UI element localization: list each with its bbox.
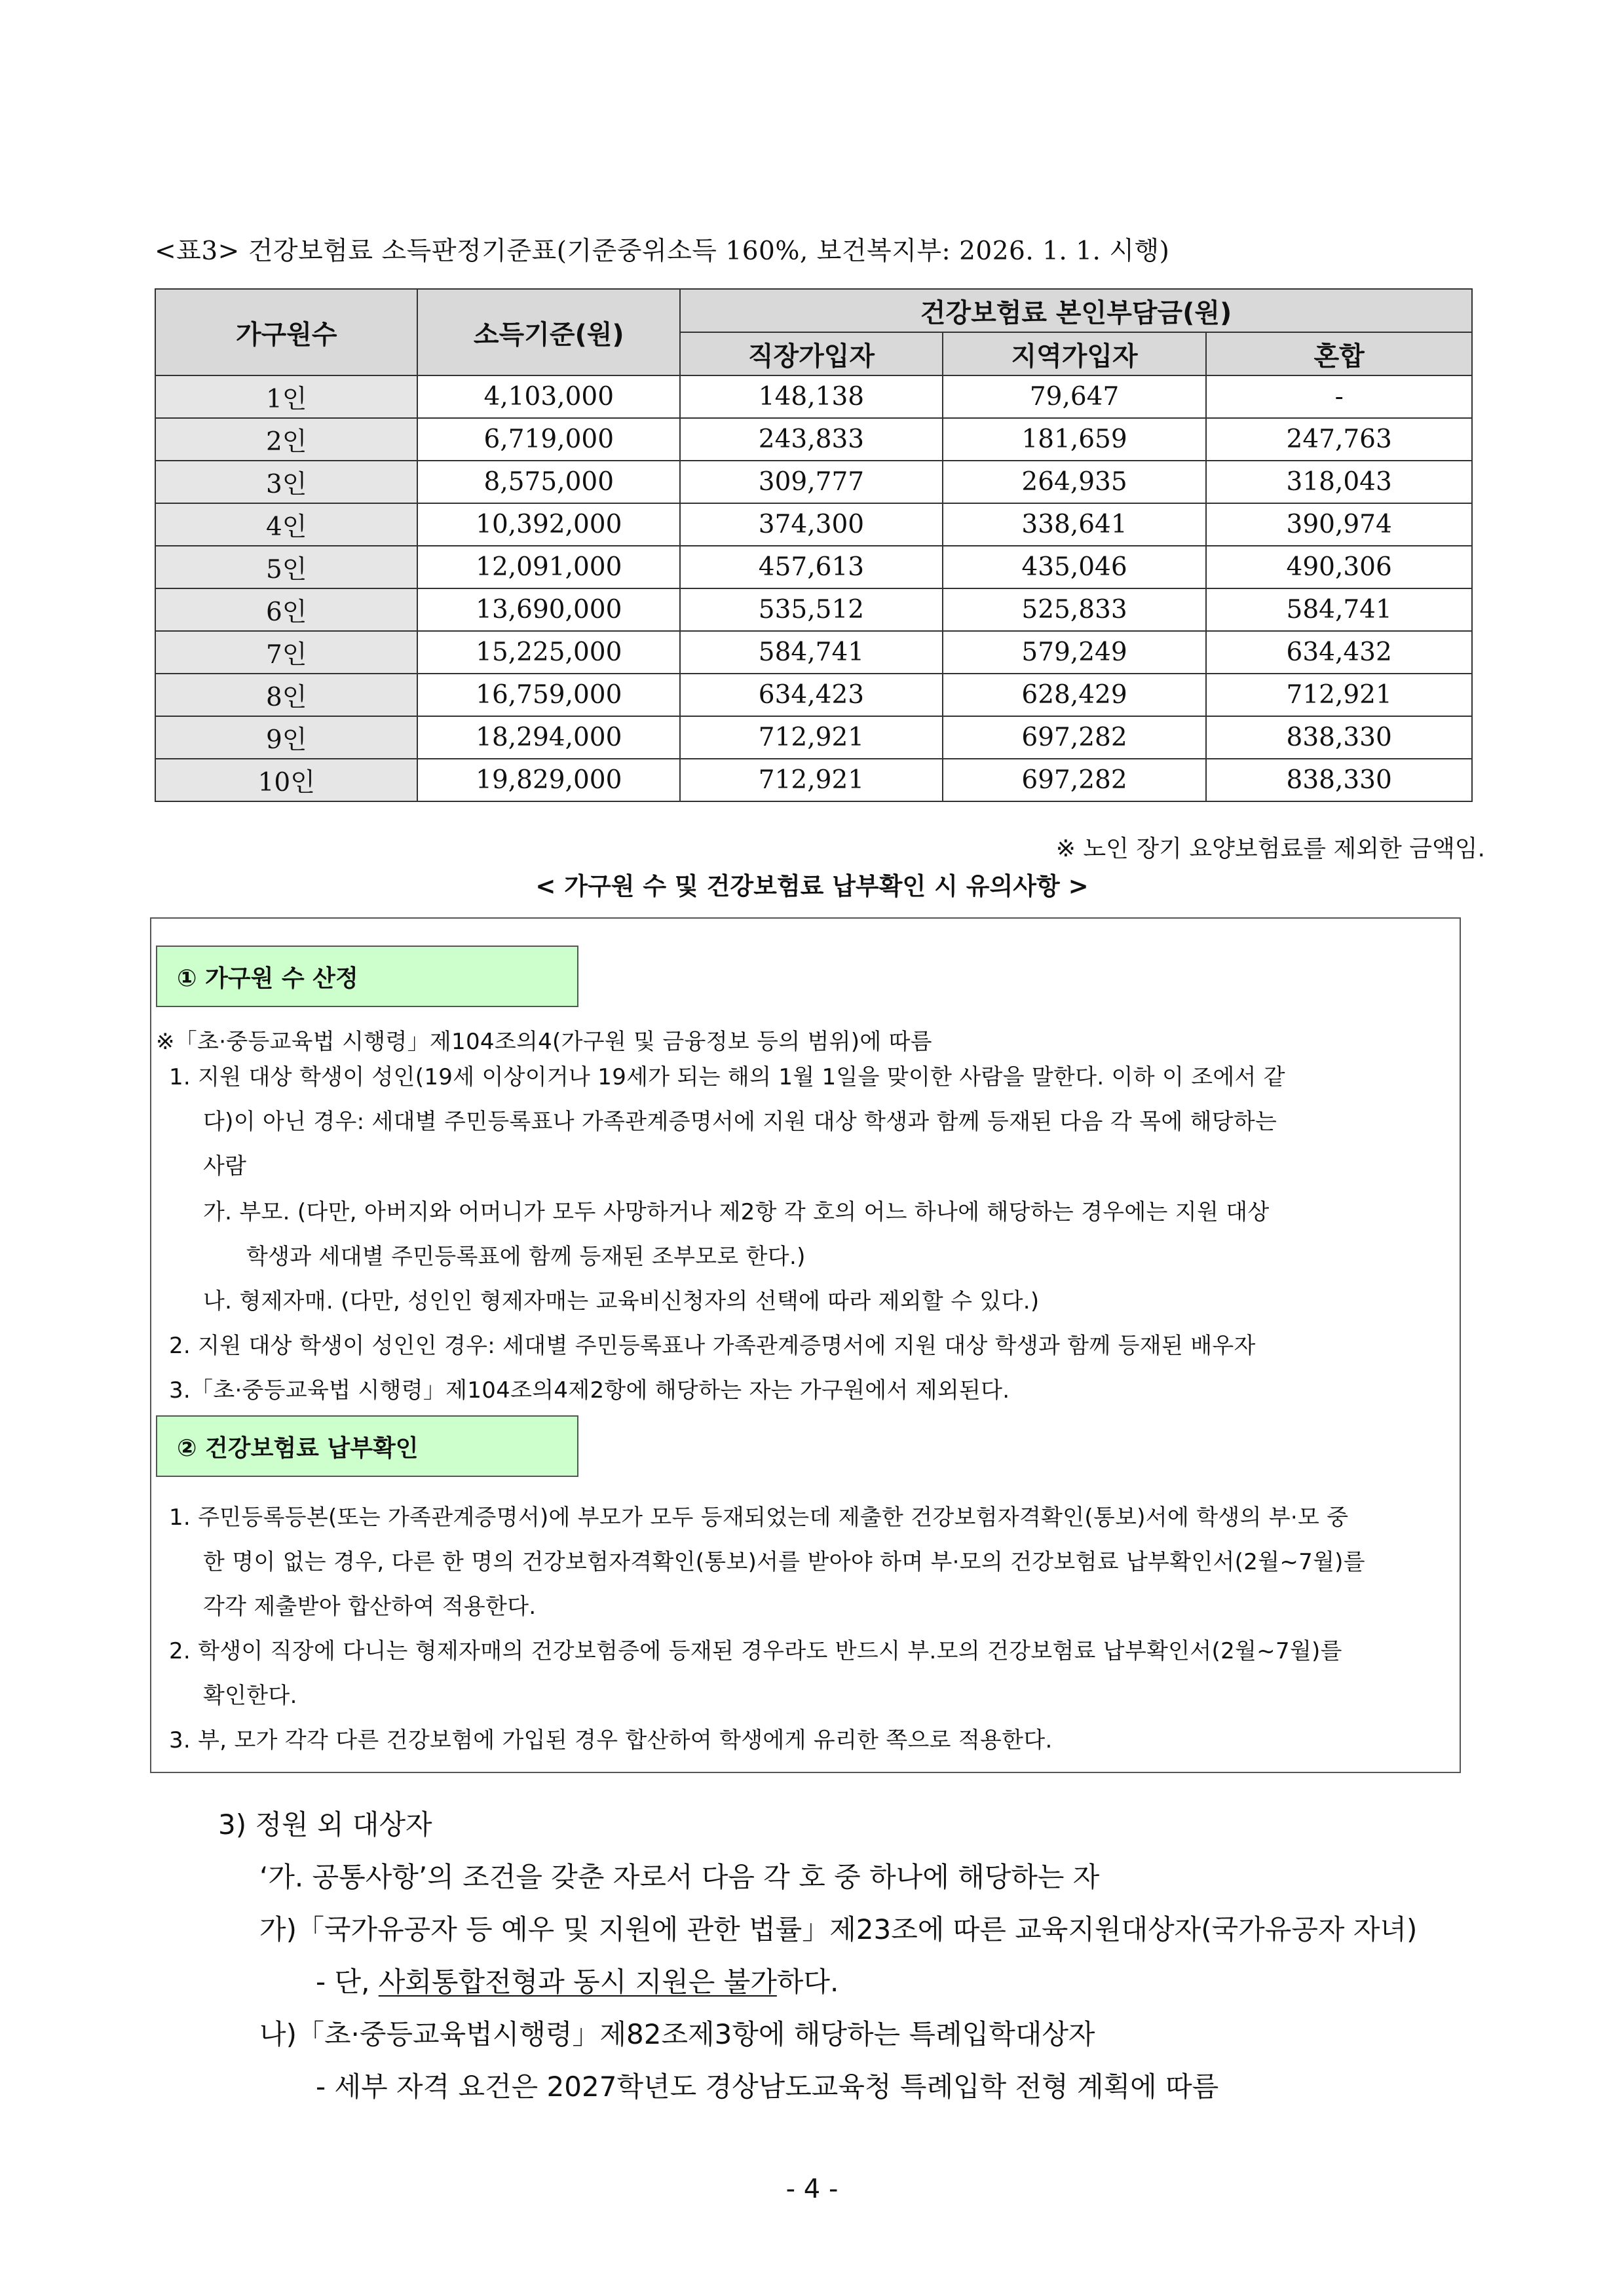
notice-title: < 가구원 수 및 건강보험료 납부확인 시 유의사항 >	[535, 872, 1089, 900]
box2-line: 각각 제출받아 합산하여 적용한다.	[203, 1594, 537, 1620]
box2-line: 3. 부, 모가 각각 다른 건강보험에 가입된 경우 합산하여 학생에게 유리한 쪽으로 적용한다.	[169, 1727, 1053, 1753]
sub-underlined: 사회통합전형과 동시 지원은 불가	[378, 1966, 777, 1998]
cell-mixed: 712,921	[1206, 674, 1472, 716]
box1-line: 다)이 아닌 경우: 세대별 주민등록표나 가족관계증명서에 지원 대상 학생과 함께 등재된 다음 각 목에 해당하는	[203, 1109, 1277, 1135]
box2-line: 2. 학생이 직장에 다니는 형제자매의 건강보험증에 등재된 경우라도 반드시 부.모의 건강보험료 납부확인서(2월~7월)를	[169, 1638, 1342, 1664]
cell-regional: 264,935	[943, 461, 1207, 503]
cell-employee: 712,921	[680, 716, 943, 759]
box1-line: 1. 지원 대상 학생이 성인(19세 이상이거나 19세가 되는 해의 1월 1일을 맞이한 사람을 말한다. 이하 이 조에서 같	[169, 1064, 1285, 1090]
table-row	[155, 375, 1472, 418]
cell-income: 19,829,000	[417, 759, 680, 801]
header-premium-group: 건강보험료 본인부담금(원)	[680, 289, 1472, 332]
table-row	[155, 759, 1472, 801]
box1-line: 학생과 세대별 주민등록표에 함께 등재된 조부모로 한다.)	[246, 1244, 806, 1270]
box1-line: ※「초·중등교육법 시행령」제104조의4(가구원 및 금융정보 등의 범위)에 따름	[156, 1029, 932, 1055]
cell-household: 9인	[155, 716, 417, 759]
cell-household: 5인	[155, 546, 417, 588]
sub-prefix: - 단,	[316, 1966, 379, 1998]
cell-mixed: 318,043	[1206, 461, 1472, 503]
header-mixed: 혼합	[1206, 332, 1472, 375]
header-regional: 지역가입자	[943, 332, 1207, 375]
table-caption: <표3> 건강보험료 소득판정기준표(기준중위소득 160%, 보건복지부: 2026. 1. 1. 시행)	[155, 237, 1170, 266]
header-household: 가구원수	[155, 289, 417, 375]
cell-household: 1인	[155, 375, 417, 418]
cell-household: 8인	[155, 674, 417, 716]
section3-item-b-sub: - 세부 자격 요건은 2027학년도 경상남도교육청 특례입학 전형 계획에 따름	[316, 2071, 1219, 2103]
cell-regional: 338,641	[943, 503, 1207, 546]
section3-intro: ‘가. 공통사항’의 조건을 갖춘 자로서 다음 각 호 중 하나에 해당하는 자	[259, 1861, 1100, 1893]
cell-income: 10,392,000	[417, 503, 680, 546]
cell-regional: 697,282	[943, 759, 1207, 801]
cell-household: 7인	[155, 631, 417, 674]
sub-suffix: 하다.	[776, 1966, 839, 1998]
cell-mixed: 838,330	[1206, 716, 1472, 759]
cell-income: 18,294,000	[417, 716, 680, 759]
box1-line: 나. 형제자매. (다만, 성인인 형제자매는 교육비신청자의 선택에 따라 제외할 수 있다.)	[203, 1288, 1040, 1314]
cell-employee: 457,613	[680, 546, 943, 588]
section3-item-b: 나)「초·중등교육법시행령」제82조제3항에 해당하는 특례입학대상자	[259, 2018, 1095, 2050]
table-row	[155, 716, 1472, 759]
cell-regional: 79,647	[943, 375, 1207, 418]
cell-regional: 579,249	[943, 631, 1207, 674]
cell-income: 12,091,000	[417, 546, 680, 588]
cell-employee: 243,833	[680, 418, 943, 461]
cell-employee: 535,512	[680, 588, 943, 631]
cell-household: 6인	[155, 588, 417, 631]
cell-regional: 181,659	[943, 418, 1207, 461]
box2-line: 확인한다.	[203, 1683, 297, 1709]
cell-regional: 697,282	[943, 716, 1207, 759]
table-row	[155, 546, 1472, 588]
table-row	[155, 461, 1472, 503]
cell-income: 15,225,000	[417, 631, 680, 674]
cell-mixed: 634,432	[1206, 631, 1472, 674]
cell-income: 16,759,000	[417, 674, 680, 716]
cell-household: 4인	[155, 503, 417, 546]
cell-employee: 148,138	[680, 375, 943, 418]
cell-mixed: 390,974	[1206, 503, 1472, 546]
cell-income: 8,575,000	[417, 461, 680, 503]
cell-mixed: 490,306	[1206, 546, 1472, 588]
cell-mixed: 584,741	[1206, 588, 1472, 631]
cell-employee: 309,777	[680, 461, 943, 503]
table-note: ※ 노인 장기 요양보험료를 제외한 금액임.	[1055, 835, 1485, 862]
section3-item-a: 가)「국가유공자 등 예우 및 지원에 관한 법률」제23조에 따른 교육지원대상자(국가유공자 자녀)	[259, 1913, 1418, 1945]
box2-header: ② 건강보험료 납부확인	[156, 1415, 578, 1477]
cell-income: 4,103,000	[417, 375, 680, 418]
cell-household: 2인	[155, 418, 417, 461]
box1-line: 가. 부모. (다만, 아버지와 어머니가 모두 사망하거나 제2항 각 호의 어느 하나에 해당하는 경우에는 지원 대상	[203, 1199, 1270, 1225]
box1-line: 사람	[203, 1153, 247, 1179]
cell-employee: 584,741	[680, 631, 943, 674]
cell-mixed: 838,330	[1206, 759, 1472, 801]
cell-employee: 712,921	[680, 759, 943, 801]
cell-mixed: -	[1206, 375, 1472, 418]
section3-item-a-sub	[316, 1961, 839, 2000]
cell-regional: 628,429	[943, 674, 1207, 716]
section3-title: 3) 정원 외 대상자	[218, 1808, 432, 1841]
table-row	[155, 588, 1472, 631]
cell-income: 6,719,000	[417, 418, 680, 461]
cell-household: 3인	[155, 461, 417, 503]
box1-line: 3.「초·중등교육법 시행령」제104조의4제2항에 해당하는 자는 가구원에서 제외된다.	[169, 1377, 1010, 1404]
box2-line: 1. 주민등록등본(또는 가족관계증명서)에 부모가 모두 등재되었는데 제출한 건강보험자격확인(통보)서에 학생의 부·모 중	[169, 1504, 1349, 1531]
cell-employee: 374,300	[680, 503, 943, 546]
table-row	[155, 503, 1472, 546]
header-employee: 직장가입자	[680, 332, 943, 375]
table-row	[155, 631, 1472, 674]
cell-household: 10인	[155, 759, 417, 801]
table-row	[155, 418, 1472, 461]
box2-line: 한 명이 없는 경우, 다른 한 명의 건강보험자격확인(통보)서를 받아야 하며 부·모의 건강보험료 납부확인서(2월~7월)를	[203, 1549, 1365, 1575]
cell-regional: 525,833	[943, 588, 1207, 631]
cell-income: 13,690,000	[417, 588, 680, 631]
page-number: - 4 -	[785, 2174, 839, 2204]
cell-mixed: 247,763	[1206, 418, 1472, 461]
table-row	[155, 674, 1472, 716]
cell-employee: 634,423	[680, 674, 943, 716]
cell-regional: 435,046	[943, 546, 1207, 588]
box1-line: 2. 지원 대상 학생이 성인인 경우: 세대별 주민등록표나 가족관계증명서에 지원 대상 학생과 함께 등재된 배우자	[169, 1333, 1256, 1359]
income-criteria-table	[155, 288, 1473, 802]
header-income: 소득기준(원)	[417, 289, 680, 375]
box1-header: ① 가구원 수 산정	[156, 946, 578, 1007]
